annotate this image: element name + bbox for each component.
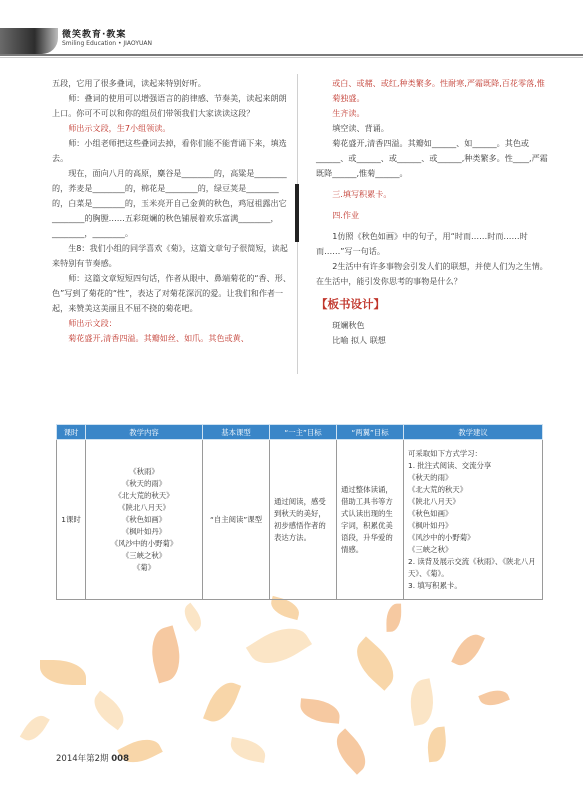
- header-cell-content: 教学内容: [86, 425, 203, 440]
- cell-main-goal: 通过阅读，感受到秋天的美好，初步感悟作者的表达方法。: [270, 440, 337, 600]
- content-item: 《陕北八月天》: [118, 502, 170, 512]
- leaf-shape: [203, 677, 241, 727]
- journal-title: 微笑教育·教案: [62, 30, 127, 40]
- board-design-title: 【板书设计】: [316, 297, 385, 311]
- header-cell-type: 基本课型: [203, 425, 270, 440]
- cell-contents: [86, 440, 203, 600]
- content-item: 《秋雨》: [129, 466, 159, 476]
- suggestion-item: 《秋色如画》: [408, 508, 453, 518]
- paragraph: 生8：我们小组的同学喜欢《菊》，这篇文章句子很简短，读起来特别有节奏感。: [52, 243, 288, 268]
- leaf-shape: [20, 711, 50, 745]
- leaf-shape: [328, 728, 374, 774]
- journal-subtitle: Smiling Education • JIAOYUAN: [62, 40, 152, 47]
- table-row: [57, 440, 543, 600]
- content-item: 《北大荒的秋天》: [114, 490, 174, 500]
- leaf-shape: [451, 629, 485, 670]
- suggestion-item: 3. 填写积累卡。: [408, 580, 462, 590]
- paragraph: 三.填写积累卡。: [332, 189, 392, 199]
- right-text-column: [316, 76, 548, 348]
- cell-wing-goal: 通过整体读诵，借助工具书等方式认读出现的生字词，积累优美语段，升华爱的情感。: [337, 440, 404, 600]
- leaf-shape: [40, 660, 86, 685]
- content-item: 《三峡之秋》: [121, 550, 167, 560]
- suggestion-item: 《秋天的雨》: [408, 472, 453, 482]
- page-number: 008: [111, 754, 129, 764]
- suggestion-item: 1. 批注式阅读、交流分享: [408, 460, 492, 470]
- paragraph: 现在，面向八月的高原，麋谷是________的，高粱是________的，荞麦是________的，棉花是________的，绿豆荚是________的，白菜是________的，玉米亮开自己金黄的秋色，鸡冠祖露出它________的胸膛……五彩斑斓的秋色铺展着欢乐富满________，________，________。: [52, 168, 287, 238]
- right-paragraphs: [316, 76, 548, 289]
- paragraph: 生齐读。: [332, 108, 365, 118]
- contents-list: [90, 466, 198, 574]
- suggestions-list: [408, 448, 538, 592]
- cell-type: “自主阅读”课型: [203, 440, 270, 600]
- paragraph: 1仿照《秋色如画》中的句子，用“时而……时而……时而……”写一句话。: [316, 231, 528, 256]
- paragraph: 五段，它用了很多叠词，读起来特别好听。: [52, 78, 206, 88]
- page-footer: [56, 752, 129, 764]
- paragraph: 师：叠词的使用可以增强语言的韵律感、节奏美，读起来朗朗上口。你可不可以和你的组员们带领我们大家读读这段？: [52, 93, 287, 118]
- content-item: 《秋色如画》: [121, 514, 167, 524]
- suggestion-item: 可采取如下方式学习：: [408, 448, 482, 458]
- paragraph: 填空读、背诵。: [332, 123, 389, 133]
- header-cell-wing-goal: “两翼”目标: [337, 425, 404, 440]
- left-text-column: [52, 76, 292, 346]
- column-marker: [295, 184, 299, 242]
- content-item: 《秋天的雨》: [121, 478, 167, 488]
- leaf-shape: [145, 625, 187, 683]
- paragraph: 师：小组老师把这些叠词去掉，看你们能不能背诵下来，填选去。: [52, 138, 287, 163]
- paragraph: 2生活中有许多事物会引发人们的联想，并使人们为之生情。在生活中，能引发你思考的事物是什么？: [316, 261, 548, 286]
- table-header-row: [57, 425, 543, 440]
- leaf-shape: [386, 604, 402, 632]
- suggestion-item: 2. 读背及展示交流《秋雨》、《陕北八月天》、《菊》。: [408, 556, 536, 578]
- lesson-plan-table: [56, 424, 543, 600]
- leaf-shape: [246, 617, 312, 675]
- header-rule: [0, 54, 583, 56]
- leaf-shape: [478, 685, 510, 710]
- content-item: 《菊》: [132, 562, 156, 572]
- paragraph: 四.作业: [332, 210, 360, 220]
- content-item: 《风沙中的小野菊》: [110, 538, 178, 548]
- paragraph: 菊花盛开,清香四溢。其瓣如______、如______。其色或______、或______、或______、或______,种类繁多。性____,严霜既降______,惟菊______。: [316, 138, 548, 178]
- board-line: 比喻 拟人 联想: [332, 335, 386, 345]
- leaf-shape: [229, 737, 268, 763]
- leaf-shape: [117, 732, 163, 770]
- cell-suggestions: [404, 440, 543, 600]
- leaf-shape: [88, 691, 131, 731]
- header-cell-period: 课时: [57, 425, 86, 440]
- header-cell-suggestions: 教学建议: [404, 425, 543, 440]
- suggestion-item: 《枫叶如丹》: [408, 520, 453, 530]
- paragraph: 菊花盛开,清香四溢。其瓣如丝、如爪。其色或黄、: [68, 333, 249, 343]
- leaf-shape: [179, 603, 206, 632]
- suggestion-item: 《陕北八月天》: [408, 496, 460, 506]
- leaf-shape: [406, 678, 438, 726]
- suggestion-item: 《三峡之秋》: [408, 544, 453, 554]
- leaf-shape: [426, 726, 448, 762]
- board-line: 斑斓秋色: [332, 320, 365, 330]
- header-rule-thin: [0, 57, 583, 58]
- paragraph: 或白、或赭、或红,种类繁多。性耐寒,严霜既降,百花零落,惟菊独盛。: [332, 78, 545, 103]
- issue-label: 2014年第2期: [56, 754, 109, 764]
- content-item: 《枫叶如丹》: [121, 526, 167, 536]
- cell-period: 1课时: [57, 440, 86, 600]
- paragraph: 师：这篇文章短短四句话，作者从眼中、鼻端菊花的“香、形、色”写到了菊花的“性”，表达了对菊花深沉的爱。让我们和作者一起，来赞美这美丽且不屈不挠的菊花吧。: [52, 273, 291, 313]
- paragraph: 师出示文段：: [68, 318, 117, 328]
- suggestion-item: 《风沙中的小野菊》: [408, 532, 475, 542]
- paragraph: 师出示文段，生7小组领读。: [68, 123, 171, 133]
- header-photo: [0, 28, 58, 54]
- suggestion-item: 《北大荒的秋天》: [408, 484, 468, 494]
- leaf-shape: [299, 698, 341, 723]
- leaf-shape: [347, 637, 403, 691]
- header-cell-main-goal: “一主”目标: [270, 425, 337, 440]
